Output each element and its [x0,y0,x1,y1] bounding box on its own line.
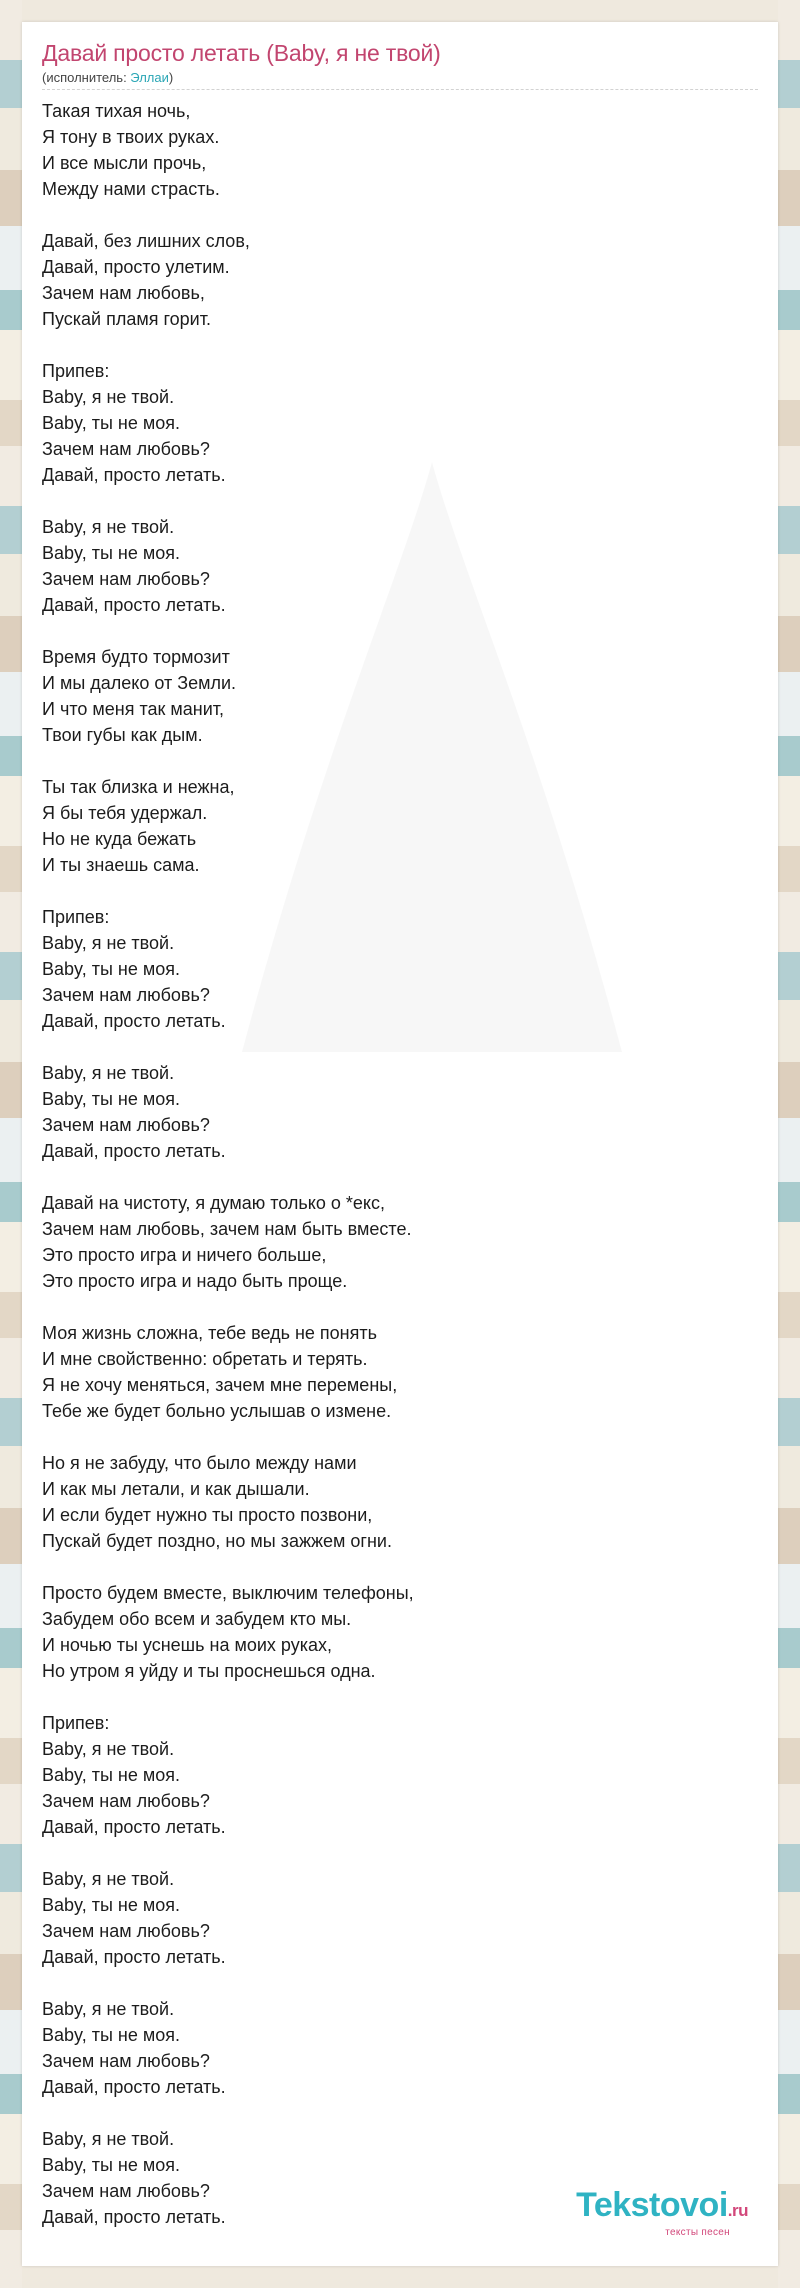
lyrics-line: И ты знаешь сама. [42,855,200,875]
lyrics-stanza [42,1996,758,2100]
lyrics-line: Припев: [42,1713,110,1733]
lyrics-line: Я не хочу меняться, зачем мне перемены, [42,1375,398,1395]
lyrics-stanza [42,1060,758,1164]
lyrics-stanza [42,1866,758,1970]
lyrics-line: Зачем нам любовь? [42,1115,210,1135]
lyrics-line: Baby, ты не моя. [42,2155,180,2175]
lyrics-line: Зачем нам любовь? [42,2051,210,2071]
lyrics-line: Твои губы как дым. [42,725,203,745]
lyrics-line: Baby, я не твой. [42,1869,175,1889]
lyrics-stanza [42,1450,758,1554]
lyrics-line: Это просто игра и надо быть проще. [42,1271,348,1291]
performer-line [42,70,758,86]
lyrics-line: Baby, я не твой. [42,933,175,953]
lyrics-stanza [42,904,758,1034]
lyrics-line: И мне свойственно: обретать и терять. [42,1349,368,1369]
lyrics-line: Такая тихая ночь, [42,101,191,121]
lyrics-stanza [42,98,758,202]
lyrics-stanza [42,1320,758,1424]
lyrics-line: Давай, просто улетим. [42,257,230,277]
lyrics-line: И мы далеко от Земли. [42,673,237,693]
lyrics-body [42,98,758,2230]
lyrics-stanza [42,514,758,618]
lyrics-line: Давай, просто летать. [42,2077,226,2097]
lyrics-line: Давай, просто летать. [42,1141,226,1161]
lyrics-line: Baby, ты не моя. [42,2025,180,2045]
lyrics-line: Baby, я не твой. [42,1999,175,2019]
lyrics-line: Baby, ты не моя. [42,413,180,433]
lyrics-line: Baby, ты не моя. [42,959,180,979]
lyrics-line: Между нами страсть. [42,179,220,199]
logo-suffix: .ru [727,2201,748,2220]
lyrics-line: Baby, я не твой. [42,1739,175,1759]
logo-tagline: тексты песен [665,2227,730,2238]
lyrics-line: Давай, просто летать. [42,1817,226,1837]
lyrics-line: Забудем обо всем и забудем кто мы. [42,1609,352,1629]
lyrics-line: Давай, просто летать. [42,1011,226,1031]
lyrics-line: Baby, я не твой. [42,517,175,537]
lyrics-line: Пускай будет поздно, но мы зажжем огни. [42,1531,392,1551]
lyrics-line: Просто будем вместе, выключим телефоны, [42,1583,414,1603]
lyrics-line: Я бы тебя удержал. [42,803,208,823]
lyrics-line: Припев: [42,361,110,381]
background-stripe-left [0,0,22,2288]
background-stripe-right [778,0,800,2288]
lyrics-line: Но не куда бежать [42,829,197,849]
lyrics-line: Давай, просто летать. [42,595,226,615]
lyrics-stanza [42,774,758,878]
lyrics-line: Зачем нам любовь? [42,439,210,459]
lyrics-line: Зачем нам любовь? [42,2181,210,2201]
lyrics-line: И все мысли прочь, [42,153,207,173]
lyrics-line: Зачем нам любовь? [42,985,210,1005]
lyrics-line: Давай, просто летать. [42,2207,226,2227]
lyrics-line: Давай, просто летать. [42,465,226,485]
lyrics-line: Моя жизнь сложна, тебе ведь не понять [42,1323,377,1343]
lyrics-line: Baby, ты не моя. [42,1765,180,1785]
lyrics-stanza [42,358,758,488]
lyrics-stanza [42,1190,758,1294]
lyrics-line: Давай, просто летать. [42,1947,226,1967]
lyrics-line: Зачем нам любовь? [42,1791,210,1811]
lyrics-line: Я тону в твоих руках. [42,127,220,147]
lyrics-line: Тебе же будет больно услышав о измене. [42,1401,392,1421]
logo-name: Tekstovoi [576,2186,728,2224]
lyrics-line: Зачем нам любовь? [42,569,210,589]
lyrics-line: Это просто игра и ничего больше, [42,1245,327,1265]
lyrics-line: И что меня так манит, [42,699,225,719]
lyrics-line: И если будет нужно ты просто позвони, [42,1505,373,1525]
lyrics-line: И как мы летали, и как дышали. [42,1479,310,1499]
lyrics-line: Baby, ты не моя. [42,543,180,563]
lyrics-line: Давай, без лишних слов, [42,231,250,251]
lyrics-line: И ночью ты уснешь на моих руках, [42,1635,332,1655]
title-divider [42,89,758,90]
lyrics-line: Baby, я не твой. [42,2129,175,2149]
lyrics-card [22,22,778,2266]
lyrics-line: Baby, я не твой. [42,387,175,407]
lyrics-line: Зачем нам любовь, зачем нам быть вместе. [42,1219,412,1239]
lyrics-line: Давай на чистоту, я думаю только о *екс, [42,1193,385,1213]
lyrics-line: Но утром я уйду и ты проснешься одна. [42,1661,376,1681]
lyrics-line: Время будто тормозит [42,647,230,667]
lyrics-stanza [42,228,758,332]
lyrics-line: Baby, я не твой. [42,1063,175,1083]
lyrics-line: Зачем нам любовь, [42,283,205,303]
performer-suffix: ) [168,70,174,85]
lyrics-line: Но я не забуду, что было между нами [42,1453,357,1473]
lyrics-line: Пускай пламя горит. [42,309,211,329]
lyrics-stanza [42,1710,758,1840]
song-title: Давай просто летать (Baby, я не твой) [42,40,441,66]
lyrics-stanza [42,1580,758,1684]
lyrics-line: Ты так близка и нежна, [42,777,235,797]
logo-wordmark [576,2188,748,2228]
lyrics-line: Припев: [42,907,110,927]
lyrics-line: Baby, ты не моя. [42,1089,180,1109]
site-logo[interactable] [576,2188,748,2238]
performer-prefix: (исполнитель: [42,70,131,85]
lyrics-stanza [42,644,758,748]
lyrics-line: Зачем нам любовь? [42,1921,210,1941]
performer-link[interactable]: Эллаи [130,70,169,85]
lyrics-line: Baby, ты не моя. [42,1895,180,1915]
